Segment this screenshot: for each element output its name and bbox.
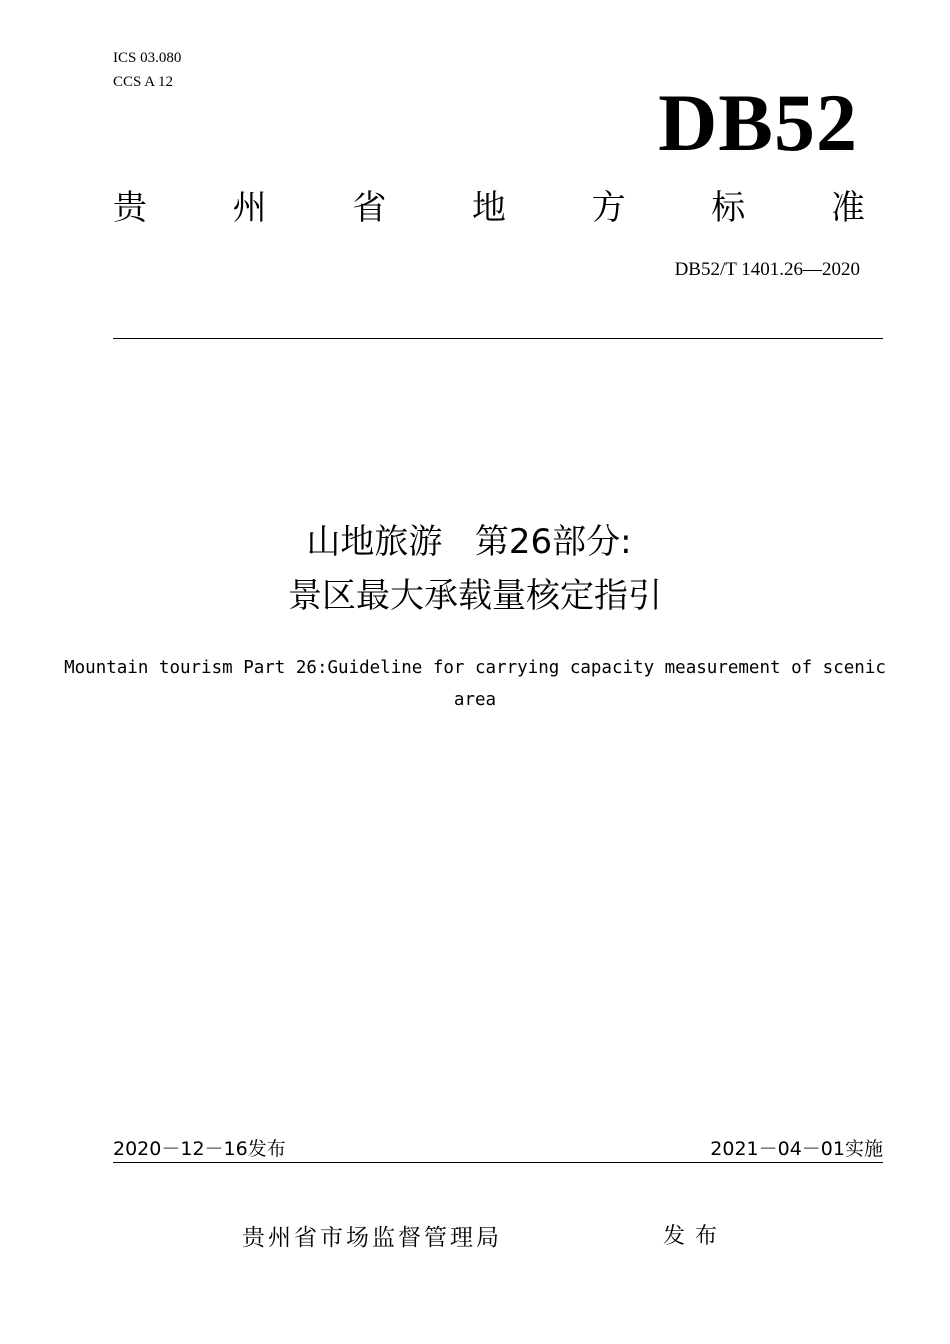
standard-class — [113, 186, 865, 230]
title-cn-line2: 景区最大承载量核定指引 — [288, 576, 662, 616]
issue-label: 发布 — [663, 1224, 728, 1249]
title-en: Mountain tourism Part 26:Guideline for carrying capacity measurement of scenic area — [64, 658, 886, 710]
standard-class-char: 贵 — [113, 188, 147, 228]
standard-class-char: 准 — [830, 188, 865, 228]
implement-date: 2021－04－01实施 — [710, 1138, 883, 1160]
title-cn-line1: 山地旅游 第26部分: — [306, 522, 632, 562]
footer-divider — [113, 1162, 883, 1163]
ics-code: ICS 03.080 — [113, 50, 182, 66]
standard-class-char: 地 — [471, 188, 506, 228]
standard-class-char: 省 — [352, 188, 387, 228]
ccs-code: CCS A 12 — [113, 74, 174, 90]
standard-class-char: 方 — [591, 188, 626, 228]
standard-class-char: 州 — [232, 188, 267, 228]
publish-date: 2020－12－16发布 — [113, 1138, 286, 1160]
standard-number: DB52/T 1401.26—2020 — [674, 259, 860, 280]
standard-class-char: 标 — [711, 188, 746, 228]
header-divider — [113, 338, 883, 339]
db52-logo: DB52 — [658, 77, 858, 168]
issuer: 贵州省市场监督管理局 — [242, 1225, 502, 1251]
